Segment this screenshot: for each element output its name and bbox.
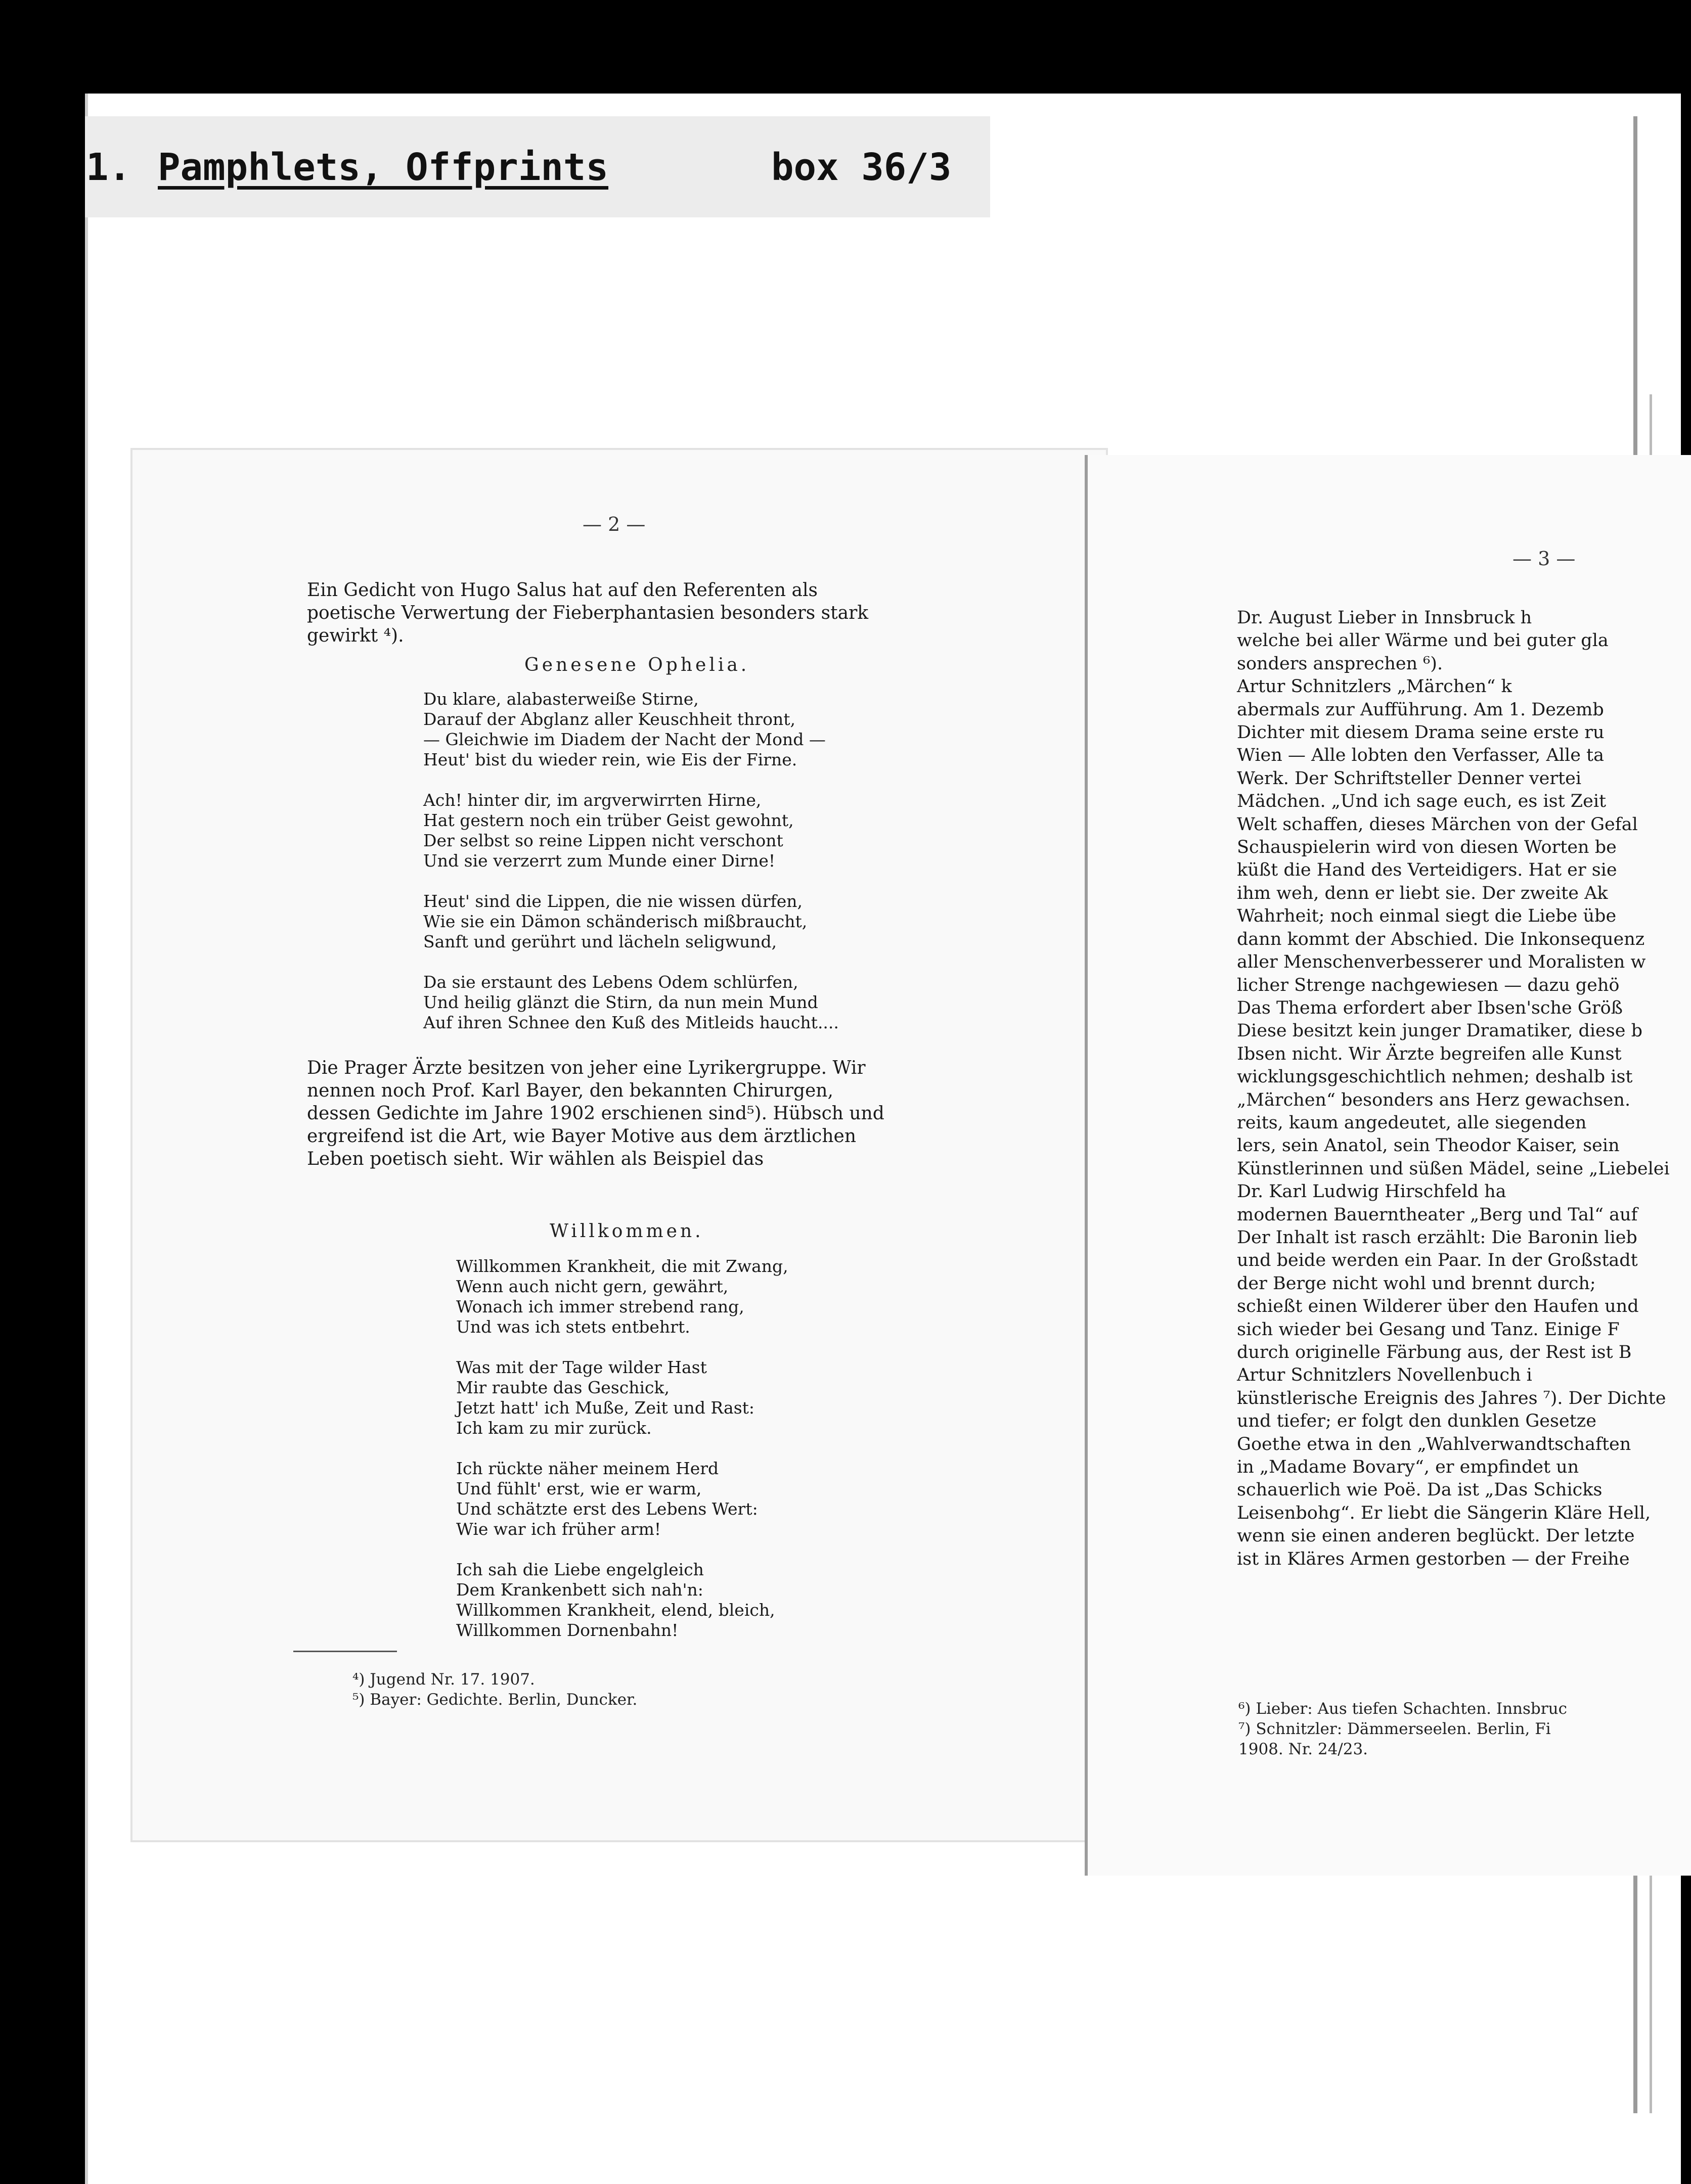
footnote-rule xyxy=(293,1651,397,1652)
body-column: Dr. August Lieber in Innsbruck h welche bei aller Wärme und bei guter gla sonders ansprechen ⁶). Artur Schnitzlers „Märchen“ k abermals zur Aufführung. Am 1. Dezemb Dichter mit diesem Drama seine erste ru Wien — Alle lobten den Verfasser, Alle ta Werk. Der Schriftsteller Denner vertei Mädchen. „Und ich sage euch, es ist Zeit Welt schaffen, dieses Märchen von der Gefal Schauspielerin wird von diesen Worten be küßt die Hand des Verteidigers. Hat er sie ihm weh, denn er liebt sie. Der zweite Ak Wahrheit; noch einmal siegt die Liebe übe dann kommt der Abschied. Die Inkonsequenz aller Menschenverbesserer und Moralisten w licher Strenge nachgewiesen — dazu gehö Das Thema erfordert aber Ibsen'sche Größ Diese besitzt kein junger Dramatiker, diese b Ibsen nicht. Wir Ärzte begreifen alle Kunst wicklungsgeschichtlich nehmen; deshalb ist „Märchen“ besonders ans Herz gewachsen. reits, kaum angedeutet, alle siegenden lers, sein Anatol, sein Theodor Kaiser, sein Künstlerinnen und süßen Mädel, seine „Liebelei Dr. Karl Ludwig Hirschfeld ha modernen Bauerntheater „Berg und Tal“ auf Der Inhalt ist rasch erzählt: Die Baronin lieb und beide werden ein Paar. In der Großstadt der Berge nicht wohl und brennt durch; schießt einen Wilderer über den Haufen und sich wieder bei Gesang und Tanz. Einige F durch originelle Färbung aus, der Rest ist B Artur Schnitzlers Novellenbuch i künstlerische Ereignis des Jahres ⁷). Der Dichte und tiefer; er folgt den dunklen Gesetze Goethe etwa in den „Wahlverwandtschaften in „Madame Bovary“, er empfindet un schauerlich wie Poë. Da ist „Das Schicks Leisenbohg“. Er liebt die Sängerin Kläre Hell, wenn sie einen anderen beglückt. Der letzte ist in Kläres Armen gestorben — der Freihe xyxy=(1237,608,1670,1569)
footnotes: ⁶) Lieber: Aus tiefen Schachten. Innsbruc ⁷) Schnitzler: Dämmerseelen. Berlin, Fi 1908. Nr. 24/23. xyxy=(1238,1700,1567,1758)
intro-paragraph: Ein Gedicht von Hugo Salus hat auf den Referenten als poetische Verwertung der Fieberphantasien besonders stark gewirkt ⁴). xyxy=(307,580,869,646)
footnotes: ⁴) Jugend Nr. 17. 1907. ⁵) Bayer: Gedichte. Berlin, Duncker. xyxy=(352,1670,638,1709)
body-paragraph: Die Prager Ärzte besitzen von jeher eine Lyrikergruppe. Wir nennen noch Prof. Karl Bayer, den bekannten Chirurgen, dessen Gedichte im Jahre 1902 erschienen sind⁵). Hübsch und ergreifend ist die Art, wie Bayer Motive aus dem ärztlichen Leben poetisch sieht. Wir wählen als Beispiel das xyxy=(307,1058,884,1169)
page-number: — 2 — xyxy=(583,513,646,535)
poem-title: Willkommen. xyxy=(550,1221,704,1242)
poem-text: Du klare, alabasterweiße Stirne, Darauf der Abglanz aller Keuschheit thront, — Gleichwie im Diadem der Nacht der Mond — Heut' bist du wieder rein, wie Eis der Firne. Ach! hinter dir, im argverwirrten Hirne, Hat gestern noch ein trüber Geist gewohnt, Der selbst so reine Lippen nicht verschont Und sie verzerrt zum Munde einer Dirne! Heut' sind die Lippen, die nie wissen dürfen, Wie sie ein Dämon schänderisch mißbraucht, Sanft und gerührt und lächeln seligwund, Da sie erstaunt des Lebens Odem schlürfen, Und heilig glänzt die Stirn, da nun mein Mund Auf ihren Schnee den Kuß des Mitleids haucht.... xyxy=(423,689,839,1032)
page-number: — 3 — xyxy=(1512,548,1576,570)
label-box: box 36/3 xyxy=(771,146,952,189)
poem-title: Genesene Ophelia. xyxy=(524,655,750,675)
left-page xyxy=(132,450,1106,1840)
label-title: Pamphlets, Offprints xyxy=(158,146,609,189)
right-page xyxy=(1085,455,1691,1876)
poem-text: Willkommen Krankheit, die mit Zwang, Wenn auch nicht gern, gewährt, Wonach ich immer strebend rang, Und was ich stets entbehrt. Was mit der Tage wilder Hast Mir raubte das Geschick, Jetzt hatt' ich Muße, Zeit und Rast: Ich kam zu mir zurück. Ich rückte näher meinem Herd Und fühlt' erst, wie er warm, Und schätzte erst des Lebens Wert: Wie war ich früher arm! Ich sah die Liebe engelgleich Dem Krankenbett sich nah'n: Willkommen Krankheit, elend, bleich, Willkommen Dornenbahn! xyxy=(456,1256,788,1640)
label-number: 1. xyxy=(86,146,131,189)
